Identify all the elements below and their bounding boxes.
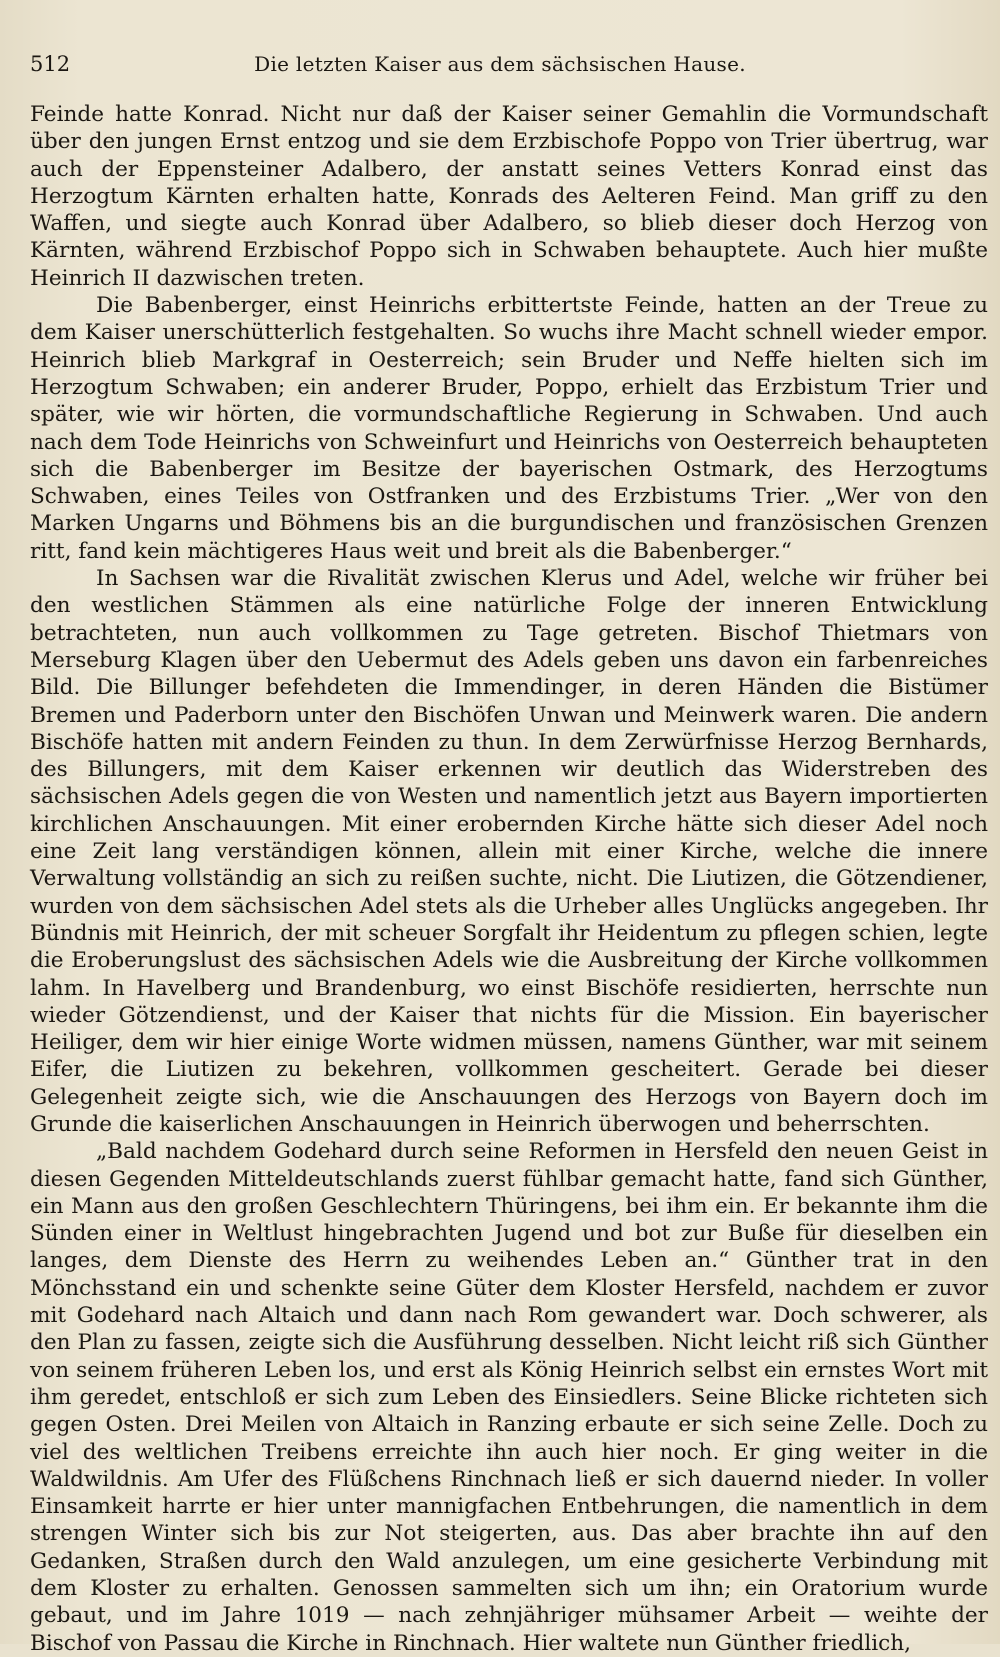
page-header xyxy=(30,52,970,82)
body-text xyxy=(30,101,988,1657)
page-number: 512 xyxy=(30,52,71,76)
running-title: Die letzten Kaiser aus dem sächsischen Hause. xyxy=(254,52,746,76)
paragraph-guenther: „Bald nachdem Godehard durch seine Reformen in Hersfeld den neuen Geist in diesen Gegenden Mitteldeutschlands zuerst fühlbar gemacht hatte, fand sich Günther, ein Mann aus den großen Geschlechtern Thüringens, bei ihm ein. Er bekannte ihm die Sünden einer in Weltlust hingebrachten Jugend und bot zur Buße für dieselben ein langes, dem Dienste des Herrn zu weihendes Leben an.“ Günther trat in den Mönchsstand ein und schenkte seine Güter dem Kloster Hersfeld, nachdem er zuvor mit Godehard nach Altaich und dann nach Rom gewandert war. Doch schwerer, als den Plan zu fassen, zeigte sich die Ausführung desselben. Nicht leicht riß sich Günther von seinem früheren Leben los, und erst als König Heinrich selbst ein ernstes Wort mit ihm geredet, entschloß er sich zum Leben des Einsiedlers. Seine Blicke richteten sich gegen Osten. Drei Meilen von Altaich in Ranzing erbaute er sich seine Zelle. Doch zu viel des weltlichen Treibens erreichte ihn auch hier noch. Er ging weiter in die Waldwildnis. Am Ufer des Flüßchens Rinchnach ließ er sich dauernd nieder. In voller Einsamkeit harrte er hier unter mannigfachen Entbehrungen, die namentlich in dem strengen Winter sich bis zur Not steigerten, aus. Das aber brachte ihn auf den Gedanken, Straßen durch den Wald anzulegen, um eine gesicherte Verbindung mit dem Kloster zu erhalten. Genossen sammelten sich um ihn; ein Oratorium wurde gebaut, und im Jahre 1019 — nach zehnjähriger mühsamer Arbeit — weihte der Bischof von Passau die Kirche in Rinchnach. Hier waltete nun Günther friedlich, xyxy=(30,1139,988,1656)
paragraph-continuation: Feinde hatte Konrad. Nicht nur daß der Kaiser seiner Gemahlin die Vormundschaft über den jungen Ernst entzog und sie dem Erzbischofe Poppo von Trier übertrug, war auch der Eppensteiner Adalbero, der anstatt seines Vetters Konrad einst das Herzogtum Kärnten erhalten hatte, Konrads des Aelteren Feind. Man griff zu den Waffen, und siegte auch Konrad über Adalbero, so blieb dieser doch Herzog von Kärnten, während Erzbischof Poppo sich in Schwaben behauptete. Auch hier mußte Heinrich II dazwischen treten. xyxy=(30,102,988,291)
paragraph-sachsen: In Sachsen war die Rivalität zwischen Klerus und Adel, welche wir früher bei den westlichen Stämmen als eine natürliche Folge der inneren Entwicklung betrachteten, nun auch vollkommen zu Tage getreten. Bischof Thietmars von Merseburg Klagen über den Uebermut des Adels geben uns davon ein farbenreiches Bild. Die Billunger befehdeten die Immendinger, in deren Händen die Bistümer Bremen und Paderborn unter den Bischöfen Unwan und Meinwerk waren. Die andern Bischöfe hatten mit andern Feinden zu thun. In dem Zerwürfnisse Herzog Bernhards, des Billungers, mit dem Kaiser erkennen wir deutlich das Widerstreben des sächsischen Adels gegen die von Westen und namentlich jetzt aus Bayern importierten kirchlichen Anschauungen. Mit einer erobernden Kirche hätte sich dieser Adel noch eine Zeit lang verständigen können, allein mit einer Kirche, welche die innere Verwaltung vollständig an sich zu reißen suchte, nicht. Die Liutizen, die Götzendiener, wurden von dem sächsischen Adel stets als die Urheber alles Unglücks angegeben. Ihr Bündnis mit Heinrich, der mit scheuer Sorgfalt ihr Heidentum zu pflegen schien, legte die Eroberungslust des sächsischen Adels wie die Ausbreitung der Kirche vollkommen lahm. In Havelberg und Brandenburg, wo einst Bischöfe residierten, herrschte nun wieder Götzendienst, und der Kaiser that nichts für die Mission. Ein bayerischer Heiliger, dem wir hier einige Worte widmen müssen, namens Günther, war mit seinem Eifer, die Liutizen zu bekehren, vollkommen gescheitert. Gerade bei dieser Gelegenheit zeigte sich, wie die Anschauungen des Herzogs von Bayern doch im Grunde die kaiserlichen Anschauungen in Heinrich überwogen und beherrschten. xyxy=(30,566,988,1137)
paragraph-babenberger: Die Babenberger, einst Heinrichs erbittertste Feinde, hatten an der Treue zu dem Kaiser unerschütterlich festgehalten. So wuchs ihre Macht schnell wieder empor. Heinrich blieb Markgraf in Oesterreich; sein Bruder und Neffe hielten sich im Herzogtum Schwaben; ein anderer Bruder, Poppo, erhielt das Erzbistum Trier und später, wie wir hörten, die vormundschaftliche Regierung in Schwaben. Und auch nach dem Tode Heinrichs von Schweinfurt und Heinrichs von Oesterreich behaupteten sich die Babenberger im Besitze der bayerischen Ostmark, des Herzogtums Schwaben, eines Teiles von Ostfranken und des Erzbistums Trier. „Wer von den Marken Ungarns und Böhmens bis an die burgundischen und französischen Grenzen ritt, fand kein mächtigeres Haus weit und breit als die Babenberger.“ xyxy=(30,293,988,564)
